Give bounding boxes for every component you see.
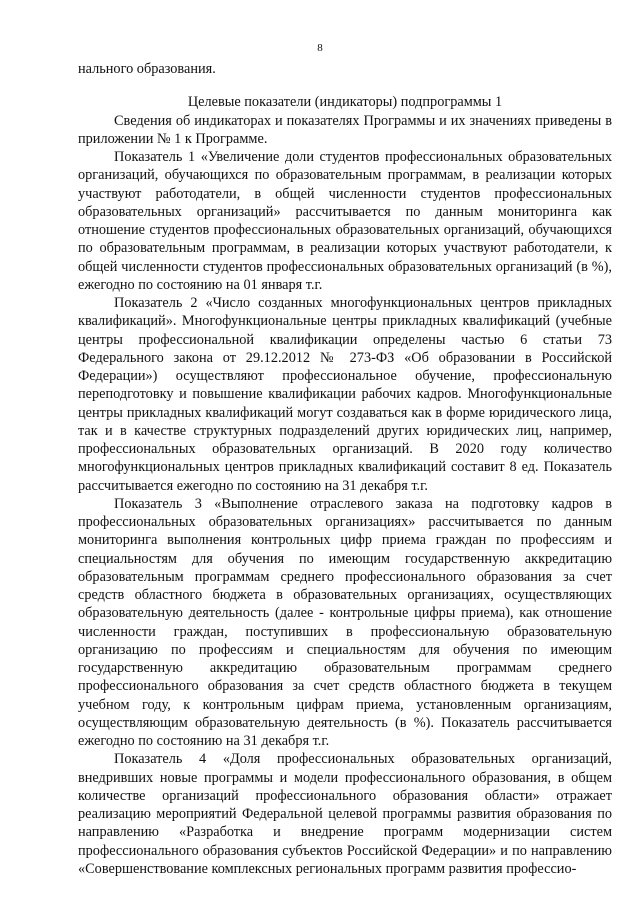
paragraph-indicator-4: Показатель 4 «Доля профессиональных образовательных организаций, внедривших новые программы и модели профессионального образования, в общем количестве организаций профессионального образования области» отражает реализацию мероприятий Федеральной целевой программы развития образования по направлению «Разработка и внедрение программ модернизации систем профессионального образования субъектов Российской Федерации» и по направлению «Совершенствование комплексных региональных программ развития профессио-	[78, 751, 612, 877]
paragraph-indicator-1: Показатель 1 «Увеличение доли студентов профессиональных образовательных организаций, обучающихся по образовательным программам, в реализации которых участвуют работодатели, в общей численности студентов профессиональных образовательных организаций» рассчитывается по данным мониторинга как отношение студентов профессиональных образовательных организаций, обучающихся по образовательным программам, в реализации которых участвуют работодатели, к общей численности студентов профессиональных образовательных организаций (в %), ежегодно по состоянию на 01 января т.г.	[78, 149, 612, 293]
paragraph-indicator-3: Показатель 3 «Выполнение отраслевого заказа на подготовку кадров в профессиональных образовательных организациях» рассчитывается по данным мониторинга выполнения контрольных цифр приема граждан по профессиям и специальностям для обучения по имеющим государственную аккредитацию образовательным программам среднего профессионального образования за счет средств областного бюджета в образовательных организациях, осуществляющих образовательную деятельность (далее - контрольные цифры приема), как отношение численности граждан, поступивших в профессиональную образовательную организацию по профессиям и специальностям для обучения по имеющим государственную аккредитацию образовательным программам среднего профессионального образования за счет средств областного бюджета в текущем учебном году, к контрольным цифрам приема, установленным организациям, осуществляющим образовательную деятельность (в %). Показатель рассчитывается ежегодно по состоянию на 31 декабря т.г.	[78, 495, 612, 749]
section-heading: Целевые показатели (индикаторы) подпрограммы 1	[187, 94, 503, 111]
intro-line: нального образования.	[78, 61, 216, 77]
document-body	[78, 60, 612, 878]
paragraph-indicator-2: Показатель 2 «Число созданных многофункциональных центров прикладных квалификаций». Многофункциональные центры прикладных квалификаций (учебные центры профессиональной квалификации определены частью 6 статьи 73 Федерального закона от 29.12.2012 № 273-ФЗ «Об образовании в Российской Федерации») осуществляют профессиональное обучение, профессиональную переподготовку и повышение квалификации рабочих кадров. Многофункциональные центры прикладных квалификаций могут создаваться как в форме юридического лица, так и в качестве структурных подразделений других юридических лиц, например, профессиональных образовательных организаций. В 2020 году количество многофункциональных центров прикладных квалификаций составит 8 ед. Показатель рассчитывается ежегодно по состоянию на 31 декабря т.г.	[78, 295, 612, 494]
paragraph-appendix-reference: Сведения об индикаторах и показателях Программы и их значениях приведены в приложении № 1 к Программе.	[78, 112, 612, 147]
page-number: 8	[317, 42, 323, 54]
